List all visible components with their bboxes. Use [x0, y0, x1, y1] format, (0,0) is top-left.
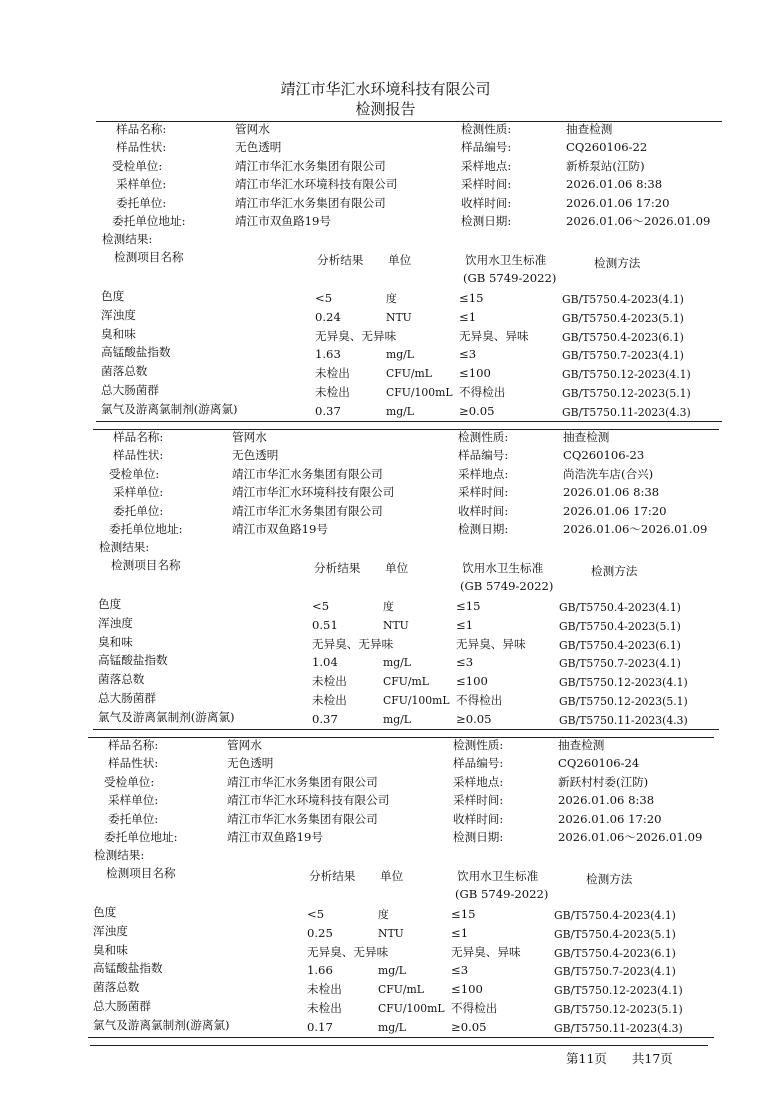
info-value: 靖江市华汇水务集团有限公司	[235, 195, 386, 210]
row-odor-taste-result: 无异臭、无异味	[307, 944, 389, 959]
info-value: CQ260106-24	[558, 756, 640, 771]
info-label: 采样单位:	[113, 485, 164, 500]
info-label: 采样单位:	[116, 177, 167, 192]
row-colony-count-item: 菌落总数	[98, 672, 145, 687]
row-coliform-result: 未检出	[307, 1001, 342, 1015]
row-turbidity-unit: NTU	[378, 926, 404, 940]
results-label: 检测结果:	[99, 540, 150, 554]
row-coliform-item: 总大肠菌群	[98, 691, 156, 705]
info-label: 样品编号:	[458, 448, 509, 463]
row-odor-taste-standard: 无异臭、异味	[459, 328, 529, 343]
info-value: CQ260106-22	[566, 140, 648, 155]
info-value: 2026.01.06 8:38	[563, 485, 660, 500]
info-value: 2026.01.06～2026.01.09	[566, 214, 711, 228]
row-colony-count-item: 菌落总数	[101, 364, 148, 379]
info-label: 采样时间:	[453, 793, 504, 808]
col-header-unit: 单位	[380, 869, 404, 883]
info-value: 管网水	[227, 738, 262, 752]
info-value: 2026.01.06 8:38	[558, 793, 655, 808]
row-color-item: 色度	[93, 905, 117, 919]
row-color-standard: ≤15	[459, 291, 484, 305]
info-label: 委托单位地址:	[112, 214, 186, 228]
row-free-chlorine-method: GB/T5750.11-2023(4.3)	[554, 1021, 683, 1035]
info-value: 靖江市双鱼路19号	[232, 522, 328, 536]
info-value: 新跃村村委(江防)	[558, 774, 649, 789]
info-label: 采样地点:	[458, 466, 509, 481]
col-header-result: 分析结果	[309, 869, 356, 883]
col-header-item: 检测项目名称	[106, 866, 176, 880]
info-label: 委托单位地址:	[109, 522, 183, 536]
row-coliform-method: GB/T5750.12-2023(5.1)	[559, 695, 688, 708]
row-colony-count-standard: ≤100	[451, 982, 483, 997]
info-value: 无色透明	[232, 448, 279, 463]
row-coliform-unit: CFU/100mL	[378, 1002, 445, 1015]
info-value: 无色透明	[227, 756, 274, 771]
row-free-chlorine-result: 0.37	[315, 403, 341, 418]
row-permanganate-item: 高锰酸盐指数	[93, 961, 163, 976]
row-colony-count-method: GB/T5750.12-2023(4.1)	[559, 676, 688, 690]
page-number: 第11页 共17页	[566, 1051, 673, 1066]
col-header-standard: 饮用水卫生标准	[457, 869, 539, 883]
info-label: 检测日期:	[458, 522, 509, 536]
sample-block	[0, 735, 771, 1041]
row-color-unit: 度	[383, 600, 394, 613]
row-free-chlorine-method: GB/T5750.11-2023(4.3)	[559, 713, 688, 727]
info-value: 靖江市华汇水务集团有限公司	[227, 774, 378, 789]
info-label: 收样时间:	[453, 811, 504, 826]
row-turbidity-item: 浑浊度	[93, 923, 128, 938]
info-label: 样品名称:	[108, 738, 159, 752]
info-label: 检测性质:	[458, 430, 509, 444]
info-value: 抽查检测	[563, 430, 610, 444]
row-odor-taste-standard: 无异臭、异味	[456, 636, 526, 651]
row-free-chlorine-unit: mg/L	[386, 404, 414, 418]
info-value: 靖江市华汇水环境科技有限公司	[227, 793, 390, 808]
row-coliform-unit: CFU/100mL	[386, 386, 453, 399]
row-free-chlorine-result: 0.37	[312, 711, 338, 726]
report-title: 检测报告	[355, 100, 416, 118]
results-label: 检测结果:	[102, 232, 153, 246]
sample-block	[0, 119, 771, 425]
block-top-divider	[88, 737, 714, 738]
row-free-chlorine-standard: ≥0.05	[459, 403, 495, 418]
info-value: 新桥泵站(江防)	[566, 158, 645, 173]
row-color-standard: ≤15	[456, 599, 481, 613]
col-header-unit: 单位	[385, 561, 409, 575]
row-colony-count-result: 未检出	[307, 982, 342, 997]
row-turbidity-unit: NTU	[383, 618, 409, 632]
row-odor-taste-method: GB/T5750.4-2023(6.1)	[559, 638, 681, 652]
row-free-chlorine-standard: ≥0.05	[456, 711, 492, 726]
row-permanganate-result: 1.66	[307, 963, 333, 978]
row-colony-count-unit: CFU/mL	[383, 675, 429, 689]
block-bottom-divider	[93, 729, 719, 730]
row-color-method: GB/T5750.4-2023(4.1)	[554, 909, 676, 922]
info-value: CQ260106-23	[563, 448, 645, 463]
row-coliform-result: 未检出	[312, 693, 347, 707]
info-label: 样品性状:	[113, 448, 164, 463]
row-colony-count-item: 菌落总数	[93, 980, 140, 995]
row-colony-count-result: 未检出	[312, 674, 347, 689]
row-color-method: GB/T5750.4-2023(4.1)	[559, 601, 681, 614]
col-header-method: 检测方法	[586, 872, 633, 886]
info-value: 管网水	[232, 430, 267, 444]
block-top-divider	[93, 429, 719, 430]
info-value: 靖江市华汇水环境科技有限公司	[235, 177, 398, 192]
info-label: 检测日期:	[461, 214, 512, 228]
info-label: 采样时间:	[458, 485, 509, 500]
info-label: 检测性质:	[461, 122, 512, 136]
info-label: 委托单位:	[108, 811, 159, 826]
row-odor-taste-standard: 无异臭、异味	[451, 944, 521, 959]
col-header-result: 分析结果	[317, 253, 364, 267]
row-turbidity-standard: ≤1	[459, 309, 477, 324]
info-value: 靖江市华汇水务集团有限公司	[235, 158, 386, 173]
row-turbidity-result: 0.24	[315, 309, 341, 324]
info-value: 管网水	[235, 122, 270, 136]
col-header-unit: 单位	[388, 253, 412, 267]
row-colony-count-method: GB/T5750.12-2023(4.1)	[554, 984, 683, 998]
row-odor-taste-item: 臭和味	[98, 634, 133, 649]
row-coliform-item: 总大肠菌群	[93, 999, 151, 1013]
row-free-chlorine-unit: mg/L	[383, 712, 411, 726]
row-free-chlorine-standard: ≥0.05	[451, 1019, 487, 1034]
row-colony-count-unit: CFU/mL	[386, 367, 432, 381]
row-permanganate-item: 高锰酸盐指数	[101, 345, 171, 360]
row-coliform-standard: 不得检出	[451, 1001, 498, 1015]
row-odor-taste-method: GB/T5750.4-2023(6.1)	[554, 946, 676, 960]
info-label: 采样地点:	[453, 774, 504, 789]
row-permanganate-unit: mg/L	[383, 656, 411, 670]
row-turbidity-method: GB/T5750.4-2023(5.1)	[559, 619, 681, 633]
info-value: 靖江市华汇水务集团有限公司	[232, 503, 383, 518]
block-bottom-divider	[96, 421, 722, 422]
row-permanganate-method: GB/T5750.7-2023(4.1)	[554, 965, 676, 979]
row-permanganate-method: GB/T5750.7-2023(4.1)	[562, 349, 684, 363]
info-label: 样品编号:	[461, 140, 512, 155]
row-free-chlorine-item: 氯气及游离氯制剂(游离氯)	[93, 1017, 230, 1032]
row-turbidity-item: 浑浊度	[98, 615, 133, 630]
row-permanganate-standard: ≤3	[451, 963, 469, 978]
row-turbidity-unit: NTU	[386, 310, 412, 324]
row-color-unit: 度	[378, 908, 389, 921]
info-value: 抽查检测	[566, 122, 613, 136]
row-coliform-method: GB/T5750.12-2023(5.1)	[554, 1003, 683, 1016]
info-label: 委托单位地址:	[104, 830, 178, 844]
info-value: 靖江市华汇水环境科技有限公司	[232, 485, 395, 500]
info-label: 收样时间:	[461, 195, 512, 210]
info-value: 靖江市双鱼路19号	[235, 214, 331, 228]
row-permanganate-method: GB/T5750.7-2023(4.1)	[559, 657, 681, 671]
info-label: 样品编号:	[453, 756, 504, 771]
row-color-result: <5	[315, 291, 333, 305]
row-turbidity-item: 浑浊度	[101, 307, 136, 322]
row-free-chlorine-method: GB/T5750.11-2023(4.3)	[562, 405, 691, 419]
row-color-result: <5	[312, 599, 330, 613]
row-turbidity-result: 0.25	[307, 925, 333, 940]
info-label: 样品名称:	[116, 122, 167, 136]
row-turbidity-standard: ≤1	[451, 925, 469, 940]
info-value: 无色透明	[235, 140, 282, 155]
sample-block	[0, 427, 771, 733]
results-label: 检测结果:	[94, 848, 145, 862]
row-odor-taste-item: 臭和味	[101, 326, 136, 341]
info-label: 样品性状:	[116, 140, 167, 155]
row-color-item: 色度	[101, 289, 125, 303]
row-free-chlorine-item: 氯气及游离氯制剂(游离氯)	[98, 709, 235, 724]
row-turbidity-method: GB/T5750.4-2023(5.1)	[562, 311, 684, 325]
row-permanganate-standard: ≤3	[459, 347, 477, 362]
row-turbidity-method: GB/T5750.4-2023(5.1)	[554, 927, 676, 941]
info-value: 2026.01.06～2026.01.09	[563, 522, 708, 536]
block-bottom-divider	[88, 1037, 714, 1038]
info-value: 2026.01.06 8:38	[566, 177, 663, 192]
col-header-result: 分析结果	[314, 561, 361, 575]
info-value: 靖江市华汇水务集团有限公司	[232, 466, 383, 481]
row-permanganate-unit: mg/L	[386, 348, 414, 362]
info-value: 抽查检测	[558, 738, 605, 752]
info-value: 2026.01.06 17:20	[566, 195, 670, 210]
info-label: 受检单位:	[112, 158, 163, 173]
row-permanganate-standard: ≤3	[456, 655, 474, 670]
row-free-chlorine-unit: mg/L	[378, 1020, 406, 1034]
row-permanganate-result: 1.63	[315, 347, 341, 362]
row-odor-taste-result: 无异臭、无异味	[315, 328, 397, 343]
row-colony-count-unit: CFU/mL	[378, 983, 424, 997]
col-header-standard-code: (GB 5749-2022)	[463, 271, 557, 285]
row-coliform-item: 总大肠菌群	[101, 383, 159, 397]
company-title: 靖江市华汇水环境科技有限公司	[280, 80, 491, 98]
row-odor-taste-method: GB/T5750.4-2023(6.1)	[562, 330, 684, 344]
row-free-chlorine-result: 0.17	[307, 1019, 333, 1034]
col-header-item: 检测项目名称	[111, 558, 181, 572]
row-color-unit: 度	[386, 292, 397, 305]
info-label: 收样时间:	[458, 503, 509, 518]
info-label: 样品名称:	[113, 430, 164, 444]
row-coliform-method: GB/T5750.12-2023(5.1)	[562, 387, 691, 400]
info-value: 2026.01.06 17:20	[563, 503, 667, 518]
row-colony-count-result: 未检出	[315, 366, 350, 381]
row-permanganate-item: 高锰酸盐指数	[98, 653, 168, 668]
col-header-standard-code: (GB 5749-2022)	[455, 887, 549, 901]
row-permanganate-result: 1.04	[312, 655, 338, 670]
row-color-method: GB/T5750.4-2023(4.1)	[562, 293, 684, 306]
info-label: 检测性质:	[453, 738, 504, 752]
col-header-standard-code: (GB 5749-2022)	[460, 579, 554, 593]
info-label: 委托单位:	[116, 195, 167, 210]
info-label: 采样地点:	[461, 158, 512, 173]
col-header-standard: 饮用水卫生标准	[462, 561, 544, 575]
footer-divider	[90, 1045, 708, 1046]
row-coliform-standard: 不得检出	[456, 693, 503, 707]
col-header-item: 检测项目名称	[114, 250, 184, 264]
row-coliform-unit: CFU/100mL	[383, 694, 450, 707]
info-label: 受检单位:	[104, 774, 155, 789]
row-coliform-standard: 不得检出	[459, 385, 506, 399]
info-value: 靖江市华汇水务集团有限公司	[227, 811, 378, 826]
info-value: 尚浩洗车店(合兴)	[563, 466, 654, 481]
row-odor-taste-result: 无异臭、无异味	[312, 636, 394, 651]
row-turbidity-result: 0.51	[312, 617, 338, 632]
info-label: 样品性状:	[108, 756, 159, 771]
info-label: 委托单位:	[113, 503, 164, 518]
info-value: 2026.01.06～2026.01.09	[558, 830, 703, 844]
row-free-chlorine-item: 氯气及游离氯制剂(游离氯)	[101, 401, 238, 416]
info-label: 检测日期:	[453, 830, 504, 844]
row-turbidity-standard: ≤1	[456, 617, 474, 632]
row-color-item: 色度	[98, 597, 122, 611]
row-colony-count-standard: ≤100	[456, 674, 488, 689]
row-colony-count-method: GB/T5750.12-2023(4.1)	[562, 368, 691, 382]
row-permanganate-unit: mg/L	[378, 964, 406, 978]
info-label: 采样单位:	[108, 793, 159, 808]
info-value: 2026.01.06 17:20	[558, 811, 662, 826]
row-odor-taste-item: 臭和味	[93, 942, 128, 957]
row-coliform-result: 未检出	[315, 385, 350, 399]
row-color-standard: ≤15	[451, 907, 476, 921]
row-color-result: <5	[307, 907, 325, 921]
info-label: 采样时间:	[461, 177, 512, 192]
col-header-method: 检测方法	[591, 564, 638, 578]
info-label: 受检单位:	[109, 466, 160, 481]
row-colony-count-standard: ≤100	[459, 366, 491, 381]
info-value: 靖江市双鱼路19号	[227, 830, 323, 844]
col-header-standard: 饮用水卫生标准	[465, 253, 547, 267]
block-top-divider	[96, 121, 722, 122]
col-header-method: 检测方法	[594, 256, 641, 270]
